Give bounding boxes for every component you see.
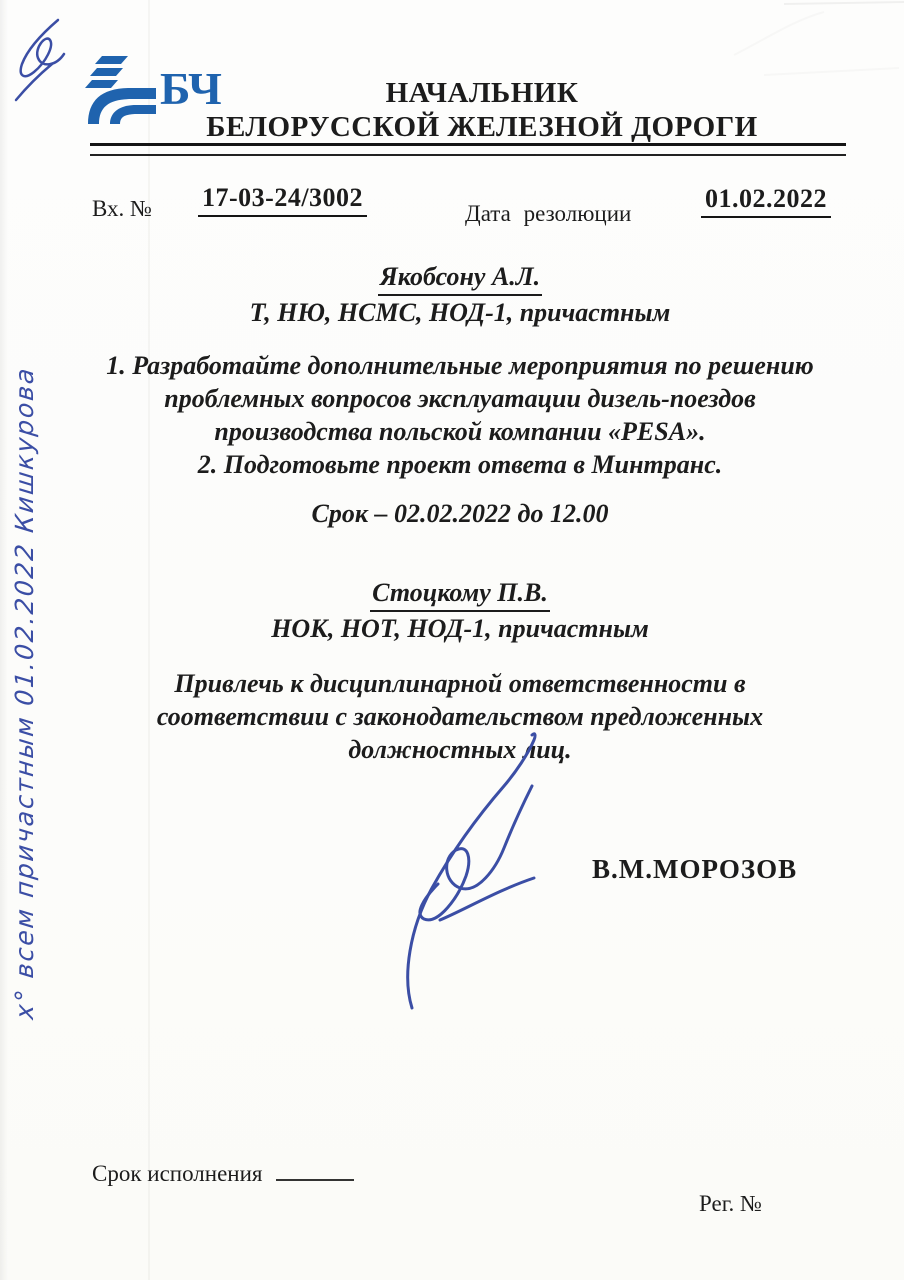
resolution-date-value: 01.02.2022: [701, 184, 831, 218]
resolution-body: [104, 260, 816, 766]
deadline-text: Срок – 02.02.2022 до 12.00: [311, 499, 609, 528]
addressee-1-name: Якобсону А.Л.: [378, 260, 542, 296]
incoming-number-label: Вх. №: [92, 196, 152, 221]
registration-number-label: Рег. №: [699, 1191, 762, 1216]
svg-text:БЧ: БЧ: [160, 63, 222, 114]
addressee-2-name: Стоцкому П.В.: [370, 576, 550, 612]
document-header: [120, 76, 844, 144]
scan-edge-shadow: [0, 0, 8, 1280]
header-divider-rule: [90, 143, 846, 156]
resolution-item-1: 1. Разработайте дополнительные мероприятия по решению проблемных вопросов эксплуатации дизель-поездов производства польской компании «PESA».: [106, 351, 814, 446]
header-line-2: БЕЛОРУССКОЙ ЖЕЛЕЗНОЙ ДОРОГИ: [206, 111, 758, 143]
incoming-number-value: 17-03-24/3002: [198, 183, 367, 217]
addressee-2-copies: НОК, НОТ, НОД-1, причастным: [271, 614, 649, 643]
resolution-item-2: 2. Подготовьте проект ответа в Минтранс.: [197, 450, 723, 479]
addressee-1-copies: Т, НЮ, НСМС, НОД-1, причастным: [249, 298, 671, 327]
execution-deadline-blank-line: [276, 1161, 354, 1181]
addressee-2: [104, 576, 816, 612]
handwritten-margin-note: х° всем причастным 01.02.2022 Кишкурова: [10, 364, 39, 1021]
addressee-1: [104, 260, 816, 296]
signer-name: В.М.МОРОЗОВ: [592, 854, 798, 884]
resolution-2-text: Привлечь к дисциплинарной ответственности в соответствии с законодательством предложенных должностных лиц.: [156, 669, 764, 764]
handwritten-signature: [382, 728, 577, 1013]
execution-deadline-text: Срок исполнения: [92, 1161, 263, 1186]
margin-note-signature-flourish: [8, 14, 68, 104]
header-line-1: НАЧАЛЬНИК: [385, 77, 579, 109]
execution-deadline-label: [92, 1161, 354, 1187]
resolution-date-label: Дата резолюции: [465, 201, 632, 226]
